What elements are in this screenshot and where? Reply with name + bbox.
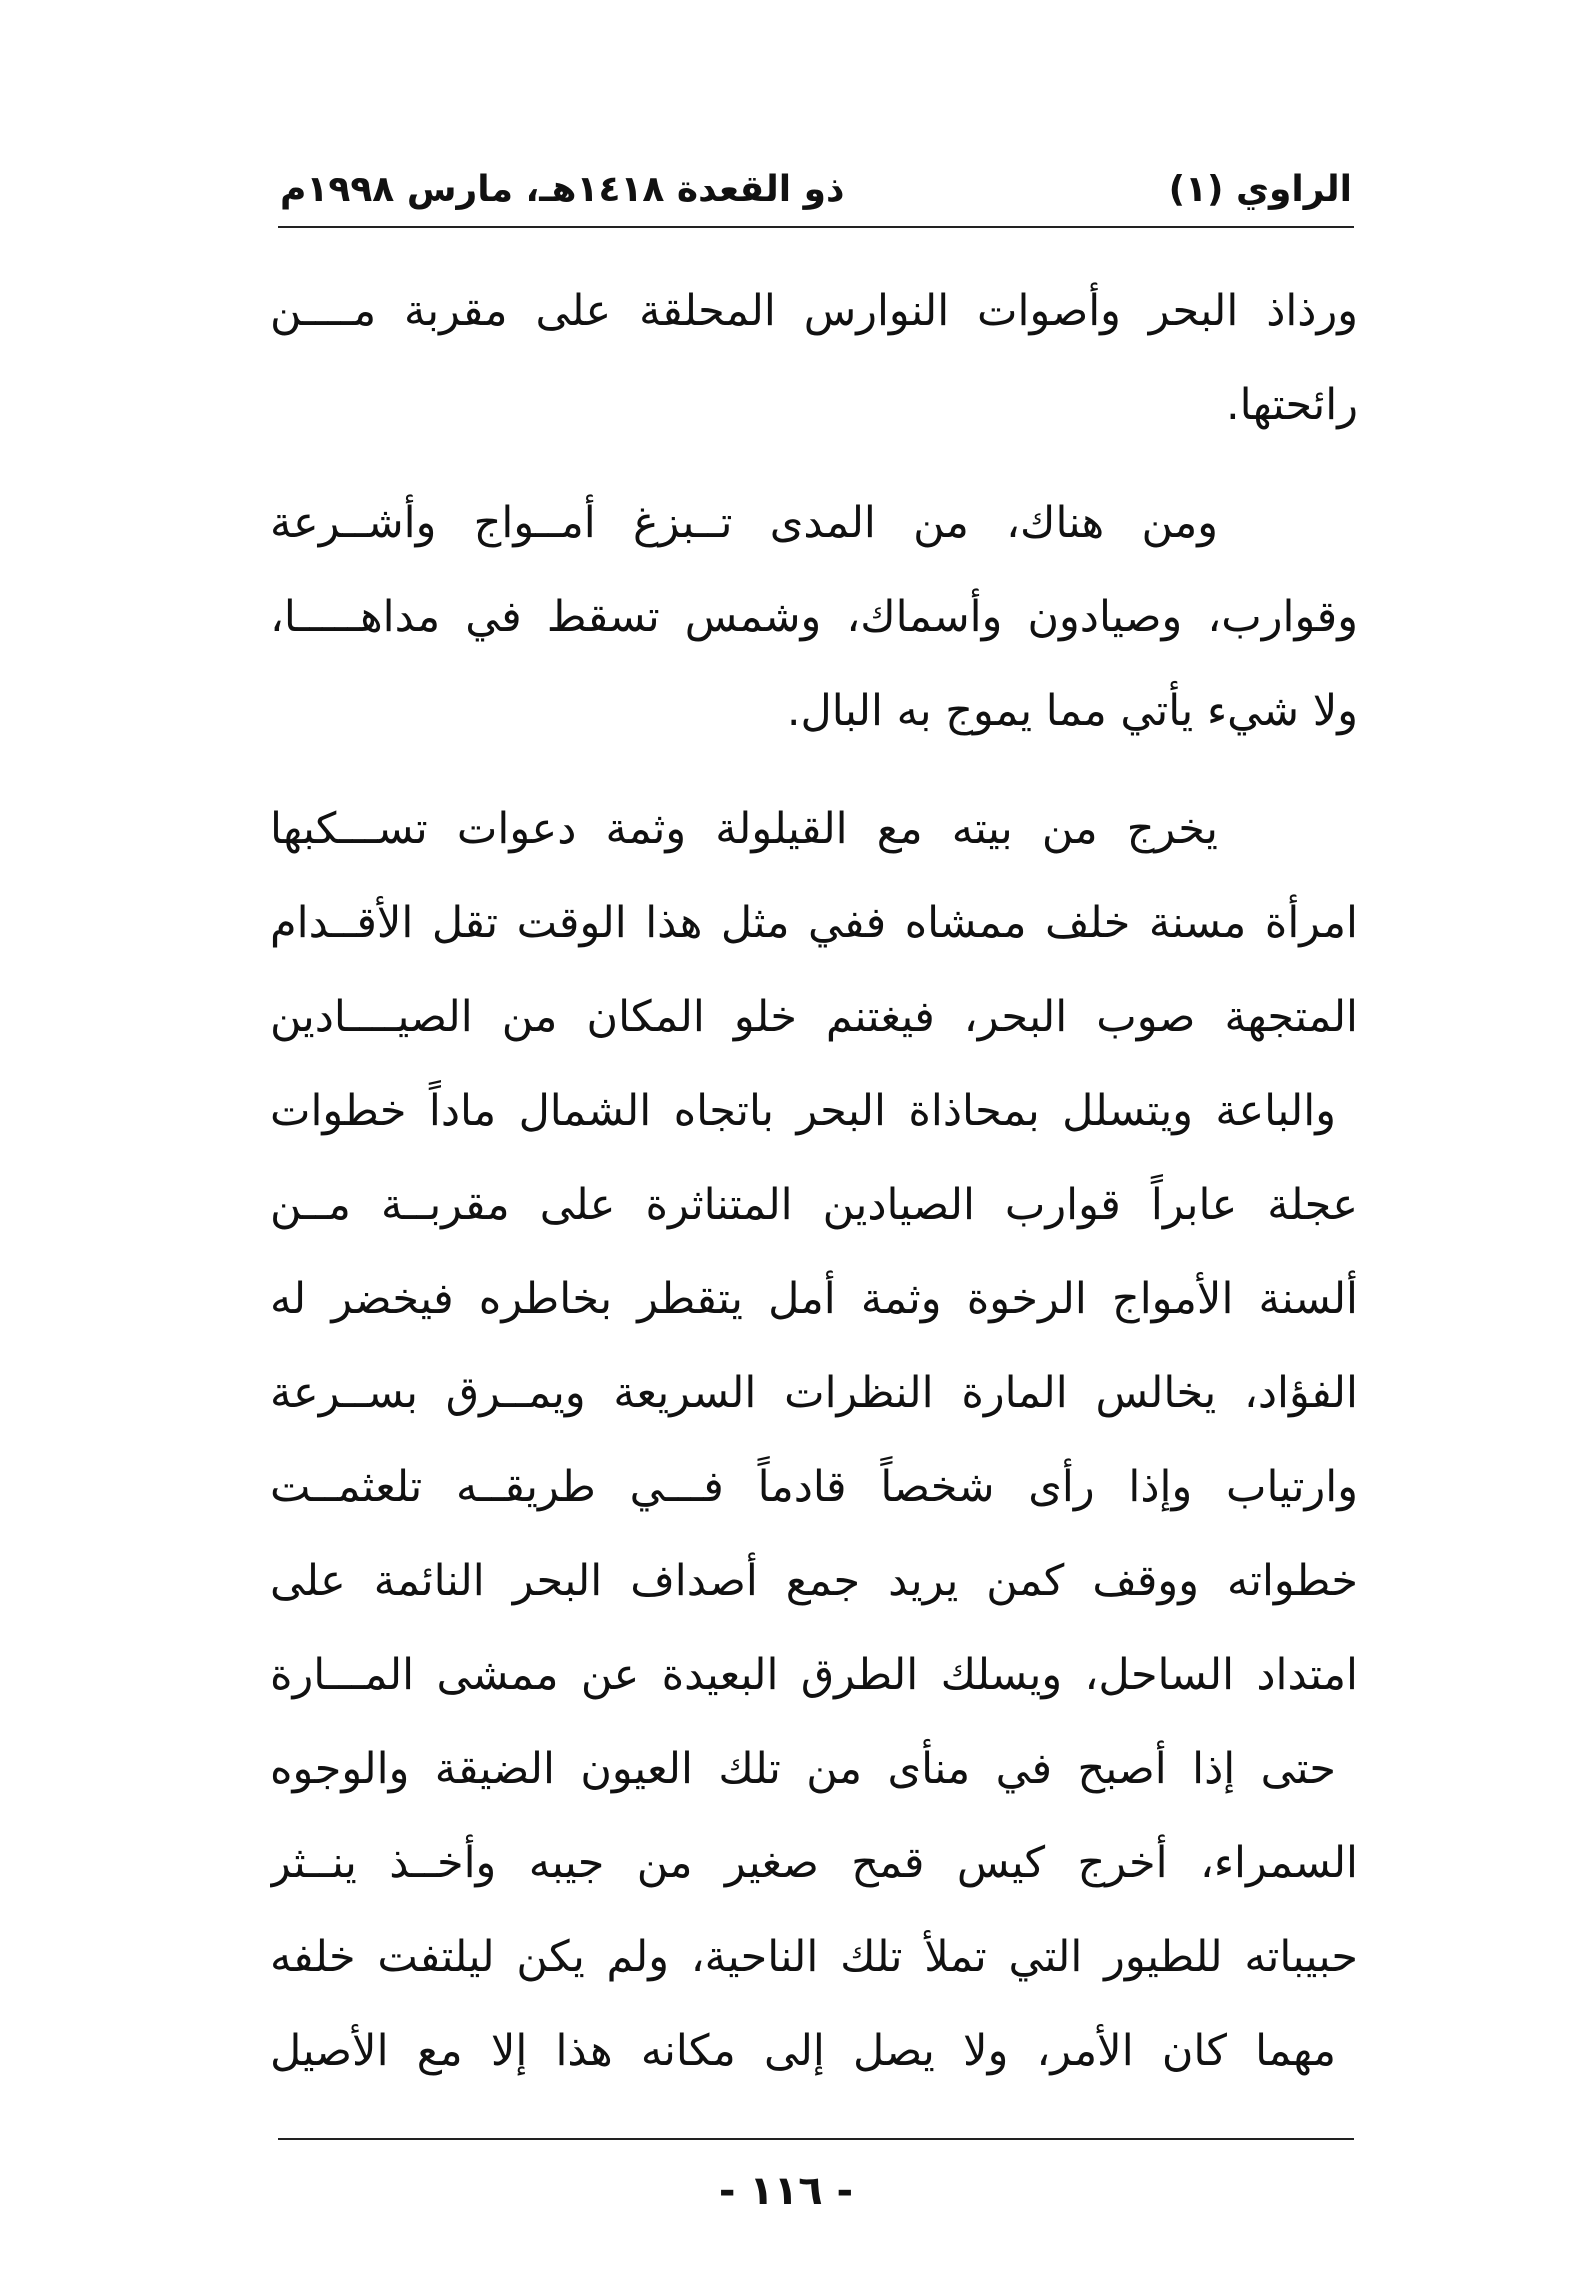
text-line: ومن هناك، من المدى تــبزغ أمــواج وأشــرعة (270, 498, 1218, 548)
text-line: حبيباته للطيور التي تملأ تلك الناحية، ولم يكن ليلتفت خلفه (270, 1932, 1358, 1982)
journal-title: الراوي (١) (1168, 168, 1352, 210)
text-line: امتداد الساحل، ويسلك الطرق البعيدة عن ممشى المـــارة (270, 1650, 1358, 1700)
paragraph-3 (270, 782, 1358, 2098)
paragraph-gap (270, 758, 1358, 782)
text-line: يخرج من بيته مع القيلولة وثمة دعوات تســـكبها (270, 804, 1218, 854)
page-number: - ١١٦ - (718, 2168, 854, 2214)
text-line: والباعة ويتسلل بمحاذاة البحر باتجاه الشمال ماداً خطوات (270, 1086, 1336, 1136)
issue-date: ذو القعدة ١٤١٨هـ، مارس ١٩٩٨م (280, 168, 845, 210)
text-line: ورذاذ البحر وأصوات النوارس المحلقة على مقربة مــــن (270, 286, 1358, 336)
paragraph-gap (270, 452, 1358, 476)
text-line: مهما كان الأمر، ولا يصل إلى مكانه هذا إلا مع الأصيل (270, 2026, 1336, 2076)
text-line: الفؤاد، يخالس المارة النظرات السريعة ويمــرق بســرعة (270, 1368, 1358, 1418)
text-line: المتجهة صوب البحر، فيغتنم خلو المكان من الصيــــادين (270, 992, 1358, 1042)
text-line: امرأة مسنة خلف ممشاه ففي مثل هذا الوقت تقل الأقــدام (270, 898, 1358, 948)
footer-divider (278, 2138, 1354, 2140)
text-line: عجلة عابراً قوارب الصيادين المتناثرة على مقربــة مــن (270, 1180, 1358, 1230)
header-divider (278, 226, 1354, 228)
paragraph-2 (270, 476, 1358, 758)
text-line: خطواته ووقف كمن يريد جمع أصداف البحر النائمة على (270, 1556, 1358, 1606)
text-line: ولا شيء يأتي مما يموج به البال. (786, 686, 1358, 736)
text-line: حتى إذا أصبح في منأى من تلك العيون الضيقة والوجوه (270, 1744, 1336, 1794)
text-line: ألسنة الأمواج الرخوة وثمة أمل يتقطر بخاطره فيخضر له (270, 1274, 1358, 1324)
text-line: رائحتها. (1225, 380, 1358, 430)
paragraph-1 (270, 264, 1358, 452)
body-text (270, 264, 1358, 2098)
text-line: وقوارب، وصيادون وأسماك، وشمس تسقط في مداهـــــا، (270, 592, 1358, 642)
text-line: السمراء، أخرج كيس قمح صغير من جيبه وأخــذ ينــثر (270, 1838, 1358, 1888)
text-line: وارتياب وإذا رأى شخصاً قادماً فـــي طريقــه تلعثمــت (270, 1462, 1358, 1512)
running-header (280, 158, 1352, 220)
